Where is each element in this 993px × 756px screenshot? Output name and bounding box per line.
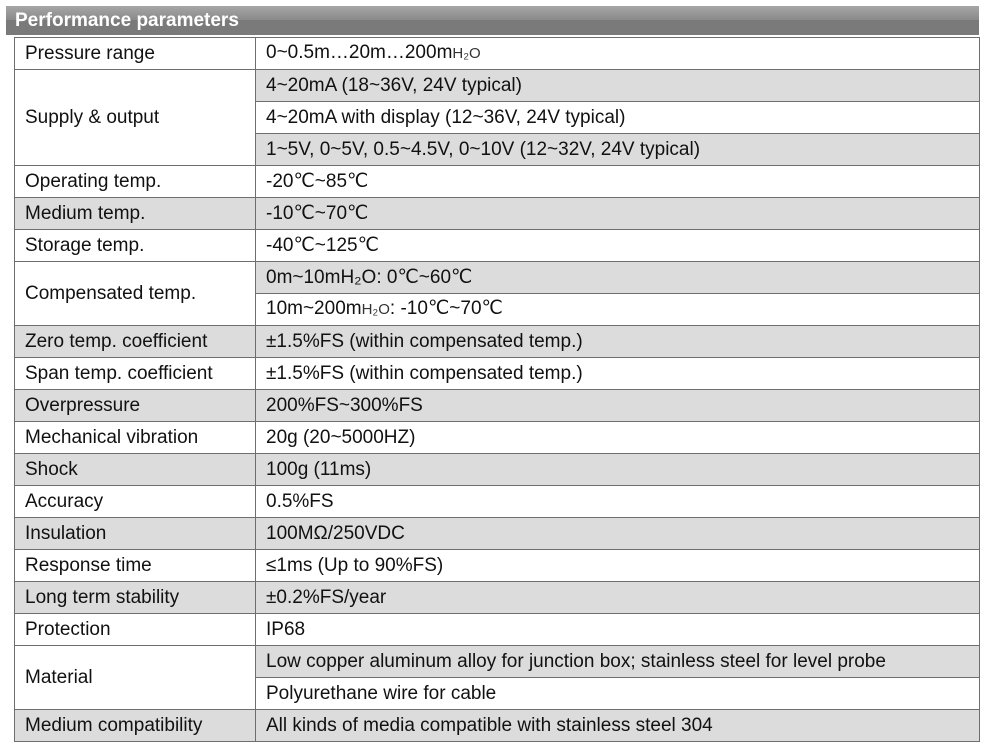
row-value: 200%FS~300%FS xyxy=(256,390,980,422)
row-label: Accuracy xyxy=(15,486,256,518)
table-row-response-time xyxy=(15,550,980,582)
row-value: Low copper aluminum alloy for junction box; stainless steel for level probe xyxy=(256,646,980,678)
row-value: 1~5V, 0~5V, 0.5~4.5V, 0~10V (12~32V, 24V typical) xyxy=(256,134,980,166)
row-value: 4~20mA (18~36V, 24V typical) xyxy=(256,70,980,102)
pressure-range-unit: H₂O xyxy=(452,45,481,62)
row-value: -20℃~85℃ xyxy=(256,166,980,198)
table-row-mechanical-vibration xyxy=(15,422,980,454)
row-value: 0.5%FS xyxy=(256,486,980,518)
row-value: 0m~10mH₂O: 0℃~60℃ xyxy=(256,262,980,294)
row-value: -10℃~70℃ xyxy=(256,198,980,230)
table-row-overpressure xyxy=(15,390,980,422)
table-row-span-temp-coefficient xyxy=(15,358,980,390)
row-value: Polyurethane wire for cable xyxy=(256,678,980,710)
table-row-medium-compatibility xyxy=(15,710,980,742)
table-row-medium-temp xyxy=(15,198,980,230)
compensated-temp-unit: H₂O xyxy=(361,301,390,318)
row-value: 100g (11ms) xyxy=(256,454,980,486)
section-title: Performance parameters xyxy=(15,10,239,31)
section-header xyxy=(6,6,979,35)
row-label: Overpressure xyxy=(15,390,256,422)
table-row-pressure-range xyxy=(15,38,980,70)
row-label: Medium compatibility xyxy=(15,710,256,742)
row-label: Supply & output xyxy=(15,70,256,166)
table-row-operating-temp xyxy=(15,166,980,198)
row-label: Material xyxy=(15,646,256,710)
row-label: Insulation xyxy=(15,518,256,550)
row-value: IP68 xyxy=(256,614,980,646)
row-value: ±0.2%FS/year xyxy=(256,582,980,614)
row-value: ≤1ms (Up to 90%FS) xyxy=(256,550,980,582)
compensated-temp-prefix: 10m~200m xyxy=(266,298,362,319)
table-row-long-term-stability xyxy=(15,582,980,614)
row-value: 100MΩ/250VDC xyxy=(256,518,980,550)
table-row-zero-temp-coefficient xyxy=(15,326,980,358)
row-label: Long term stability xyxy=(15,582,256,614)
row-value: 4~20mA with display (12~36V, 24V typical) xyxy=(256,102,980,134)
row-value: All kinds of media compatible with stainless steel 304 xyxy=(256,710,980,742)
table-row-accuracy xyxy=(15,486,980,518)
table-row-storage-temp xyxy=(15,230,980,262)
pressure-range-value: 0~0.5m…20m…200m xyxy=(266,42,453,63)
table-row-material-1 xyxy=(15,646,980,678)
row-label: Operating temp. xyxy=(15,166,256,198)
row-label: Compensated temp. xyxy=(15,262,256,326)
row-label: Pressure range xyxy=(15,38,256,70)
row-value xyxy=(256,38,980,70)
performance-parameters-table xyxy=(14,37,980,742)
row-value xyxy=(256,294,980,326)
row-label: Protection xyxy=(15,614,256,646)
row-value: 20g (20~5000HZ) xyxy=(256,422,980,454)
row-value: ±1.5%FS (within compensated temp.) xyxy=(256,358,980,390)
table-row-supply-output-1 xyxy=(15,70,980,102)
row-label: Span temp. coefficient xyxy=(15,358,256,390)
table-row-insulation xyxy=(15,518,980,550)
row-value: ±1.5%FS (within compensated temp.) xyxy=(256,326,980,358)
row-label: Storage temp. xyxy=(15,230,256,262)
row-label: Response time xyxy=(15,550,256,582)
table-row-compensated-temp-1 xyxy=(15,262,980,294)
row-value: -40℃~125℃ xyxy=(256,230,980,262)
table-row-protection xyxy=(15,614,980,646)
row-label: Shock xyxy=(15,454,256,486)
row-label: Mechanical vibration xyxy=(15,422,256,454)
compensated-temp-suffix: : -10℃~70℃ xyxy=(389,298,503,319)
row-label: Medium temp. xyxy=(15,198,256,230)
row-label: Zero temp. coefficient xyxy=(15,326,256,358)
table-row-shock xyxy=(15,454,980,486)
